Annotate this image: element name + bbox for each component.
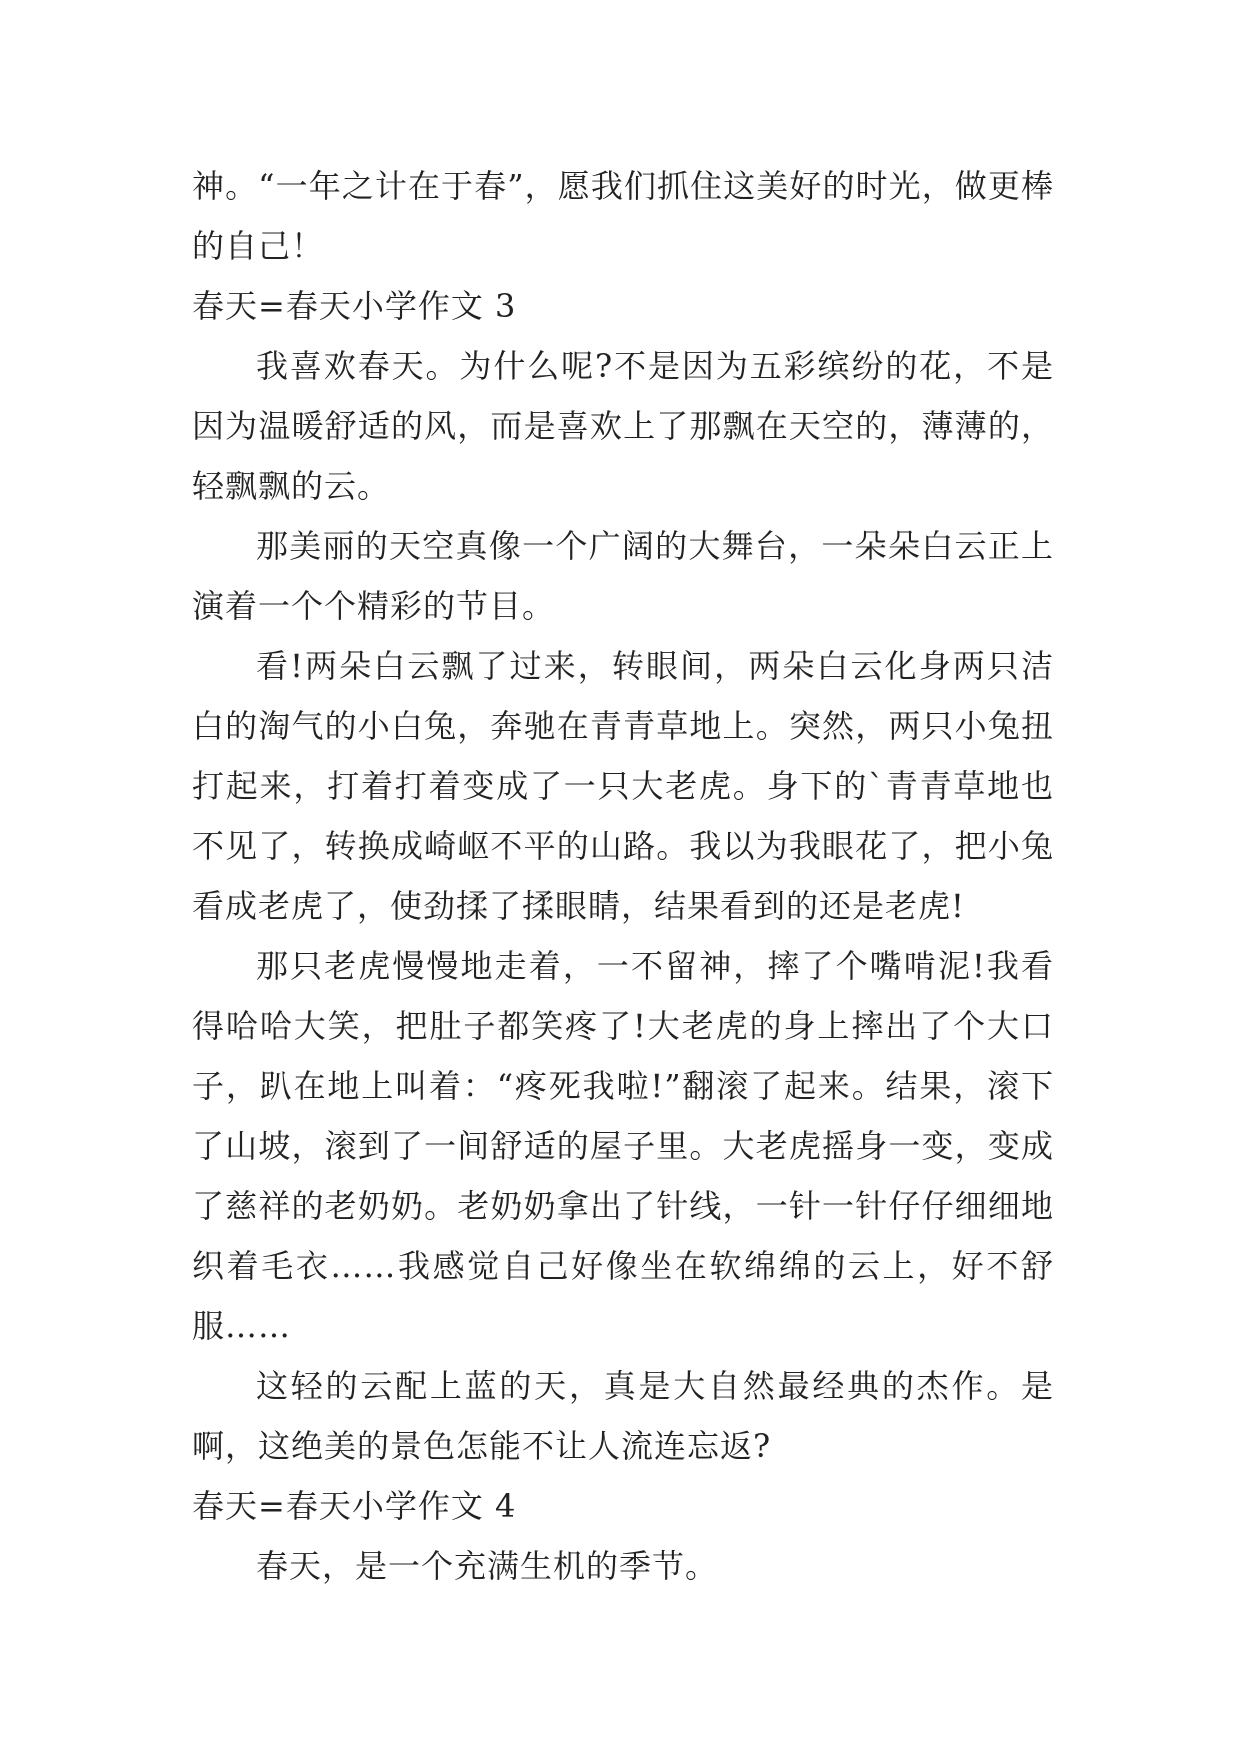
document-body bbox=[192, 156, 1054, 1596]
continued-paragraph: 神。“一年之计在于春”，愿我们抓住这美好的时光，做更棒的自己！ bbox=[192, 167, 1054, 265]
section-heading-4: 春天=春天小学作文 4 bbox=[192, 1487, 517, 1525]
section-heading-3: 春天=春天小学作文 3 bbox=[192, 287, 517, 325]
paragraph: 那只老虎慢慢地走着，一不留神，摔了个嘴啃泥!我看得哈哈大笑，把肚子都笑疼了!大老虎的身上摔出了个大口子，趴在地上叫着：“疼死我啦!”翻滚了起来。结果，滚下了山坡，滚到了一间舒适的屋子里。大老虎摇身一变，变成了慈祥的老奶奶。老奶奶拿出了针线，一针一针仔仔细细地织着毛衣……我感觉自己好像坐在软绵绵的云上，好不舒服…… bbox=[192, 947, 1054, 1345]
paragraph: 那美丽的天空真像一个广阔的大舞台，一朵朵白云正上演着一个个精彩的节目。 bbox=[192, 527, 1054, 625]
paragraph: 看!两朵白云飘了过来，转眼间，两朵白云化身两只洁白的淘气的小白兔，奔驰在青青草地上。突然，两只小兔扭打起来，打着打着变成了一只大老虎。身下的`青青草地也不见了，转换成崎岖不平的山路。我以为我眼花了，把小兔看成老虎了，使劲揉了揉眼睛，结果看到的还是老虎! bbox=[192, 647, 1054, 925]
paragraph: 这轻的云配上蓝的天，真是大自然最经典的杰作。是啊，这绝美的景色怎能不让人流连忘返? bbox=[192, 1367, 1054, 1465]
paragraph: 我喜欢春天。为什么呢?不是因为五彩缤纷的花，不是因为温暖舒适的风，而是喜欢上了那飘在天空的，薄薄的，轻飘飘的云。 bbox=[192, 347, 1054, 505]
paragraph: 春天，是一个充满生机的季节。 bbox=[256, 1547, 719, 1585]
